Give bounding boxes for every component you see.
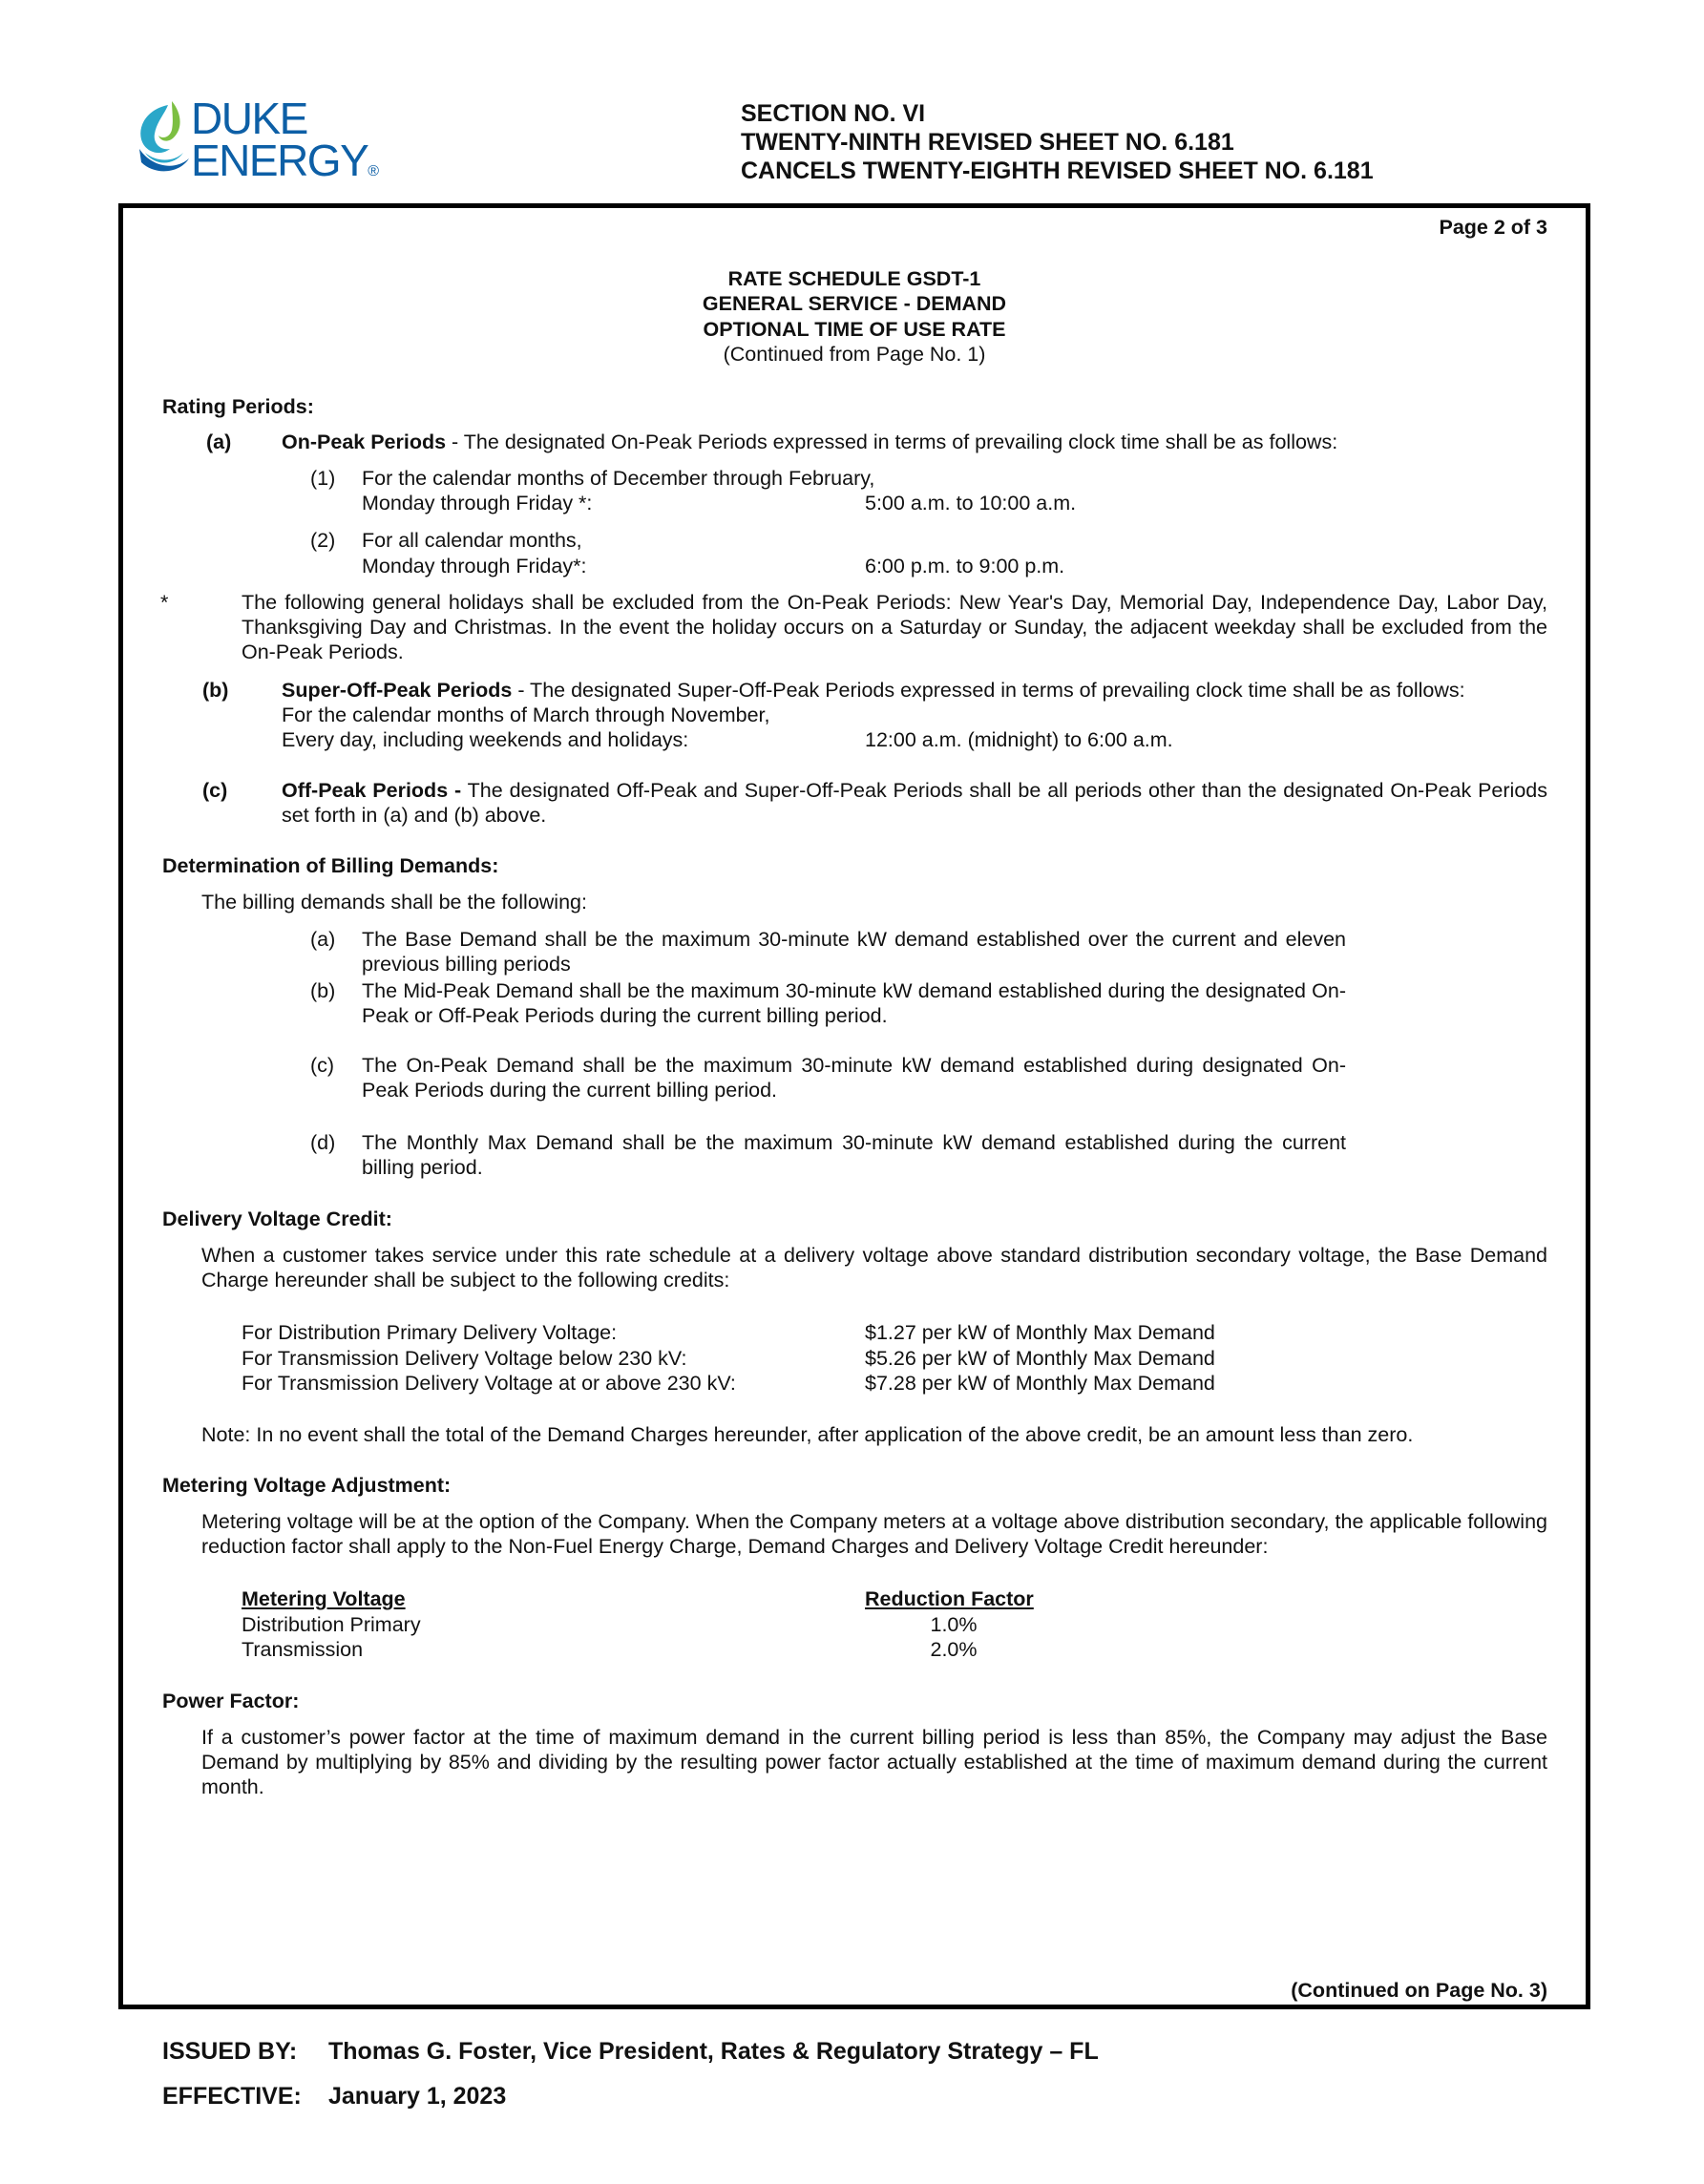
- on-peak-2-number: (2): [310, 529, 336, 552]
- billing-item-b-text: The Mid-Peak Demand shall be the maximum 30-minute kW demand established during the designated On-Peak or Off-Peak Periods during the current billing period.: [362, 979, 1346, 1027]
- off-peak-title: Off-Peak Periods -: [282, 779, 462, 802]
- section-number: SECTION NO. VI: [741, 100, 926, 127]
- power-factor-heading: Power Factor:: [162, 1690, 300, 1712]
- page-number: Page 2 of 3: [1439, 216, 1547, 239]
- rating-periods-heading: Rating Periods:: [162, 395, 314, 418]
- off-peak-description: [282, 778, 1547, 828]
- effective-value: January 1, 2023: [328, 2083, 507, 2110]
- delivery-row-3-label: For Transmission Delivery Voltage at or above 230 kV:: [242, 1372, 736, 1395]
- billing-item-d-label: (d): [310, 1131, 336, 1154]
- on-peak-2-line1: For all calendar months,: [362, 529, 582, 552]
- on-peak-1-line2: Monday through Friday *:: [362, 492, 593, 514]
- billing-demands-heading: Determination of Billing Demands:: [162, 854, 499, 877]
- holiday-asterisk: *: [160, 591, 169, 614]
- effective-label: EFFECTIVE:: [162, 2083, 302, 2110]
- on-peak-title: On-Peak Periods: [282, 430, 447, 453]
- duke-energy-logo: [132, 95, 418, 191]
- metering-voltage-column-header: Metering Voltage: [242, 1587, 406, 1610]
- effective-line: [162, 2083, 506, 2110]
- billing-item-d-text: The Monthly Max Demand shall be the maximum 30-minute kW demand established during the current billing period.: [362, 1131, 1346, 1179]
- title-line-2: GENERAL SERVICE - DEMAND: [702, 292, 1007, 315]
- billing-item-c-label: (c): [310, 1054, 335, 1077]
- super-off-peak-months: For the calendar months of March through November,: [282, 704, 770, 726]
- on-peak-description: [282, 430, 1337, 454]
- super-off-peak-title: Super-Off-Peak Periods: [282, 679, 513, 702]
- sheet-header: [741, 99, 1374, 185]
- title-line-3: OPTIONAL TIME OF USE RATE: [703, 318, 1006, 341]
- super-off-peak-text: - The designated Super-Off-Peak Periods expressed in terms of prevailing clock time shall be as follows:: [512, 679, 1465, 702]
- issued-by-label: ISSUED BY:: [162, 2038, 298, 2065]
- delivery-credit-note: Note: In no event shall the total of the Demand Charges hereunder, after application of the above credit, be an amount less than zero.: [201, 1423, 1414, 1446]
- super-off-peak-days: Every day, including weekends and holidays:: [282, 728, 689, 751]
- off-peak-text: The designated Off-Peak and Super-Off-Peak Periods shall be all periods other than the designated On-Peak Periods set forth in (a) and (b) above.: [282, 779, 1547, 827]
- on-peak-1-time: 5:00 a.m. to 10:00 a.m.: [865, 492, 1077, 514]
- billing-item-b-label: (b): [310, 979, 336, 1002]
- metering-row-2-value: 2.0%: [930, 1638, 978, 1661]
- delivery-row-3-value: $7.28 per kW of Monthly Max Demand: [865, 1372, 1215, 1395]
- delivery-row-1-value: $1.27 per kW of Monthly Max Demand: [865, 1321, 1215, 1344]
- on-peak-1-number: (1): [310, 467, 336, 490]
- delivery-row-2-value: $5.26 per kW of Monthly Max Demand: [865, 1347, 1215, 1370]
- power-factor-text: If a customer’s power factor at the time of maximum demand in the current billing period is less than 85%, the Company may adjust the Base Demand by multiplying by 85% and dividing by the resulting power factor actually established at the time of maximum demand during the current month.: [201, 1726, 1547, 1798]
- registered-mark: ®: [368, 163, 380, 179]
- title-line-1: RATE SCHEDULE GSDT-1: [727, 267, 981, 290]
- on-peak-2-time: 6:00 p.m. to 9:00 p.m.: [865, 555, 1065, 578]
- super-off-peak-label: (b): [202, 679, 229, 702]
- metering-row-1-label: Distribution Primary: [242, 1613, 421, 1636]
- continued-note: (Continued on Page No. 3): [1291, 1979, 1547, 2002]
- super-off-peak-description: [282, 678, 1465, 703]
- on-peak-2-line2: Monday through Friday*:: [362, 555, 587, 578]
- metering-adjustment-heading: Metering Voltage Adjustment:: [162, 1474, 452, 1497]
- metering-adjustment-intro: Metering voltage will be at the option of the Company. When the Company meters at a voltage above distribution secondary, the applicable following reduction factor shall apply to the Non-Fuel Energy Charge, Demand Charges and Delivery Voltage Credit hereunder:: [201, 1510, 1547, 1558]
- delivery-row-1-label: For Distribution Primary Delivery Voltage:: [242, 1321, 618, 1344]
- reduction-factor-column-header: Reduction Factor: [865, 1587, 1034, 1610]
- off-peak-label: (c): [202, 779, 228, 802]
- on-peak-text: - The designated On-Peak Periods expressed in terms of prevailing clock time shall be as follows:: [446, 430, 1338, 453]
- super-off-peak-time: 12:00 a.m. (midnight) to 6:00 a.m.: [865, 728, 1173, 751]
- metering-row-1-value: 1.0%: [930, 1613, 978, 1636]
- billing-item-a-label: (a): [310, 928, 336, 951]
- delivery-credit-heading: Delivery Voltage Credit:: [162, 1208, 392, 1230]
- revised-sheet-number: TWENTY-NINTH REVISED SHEET NO. 6.181: [741, 129, 1234, 156]
- issued-by-value: Thomas G. Foster, Vice President, Rates & Regulatory Strategy – FL: [328, 2038, 1099, 2065]
- delivery-credit-intro: When a customer takes service under this rate schedule at a delivery voltage above standard distribution secondary voltage, the Base Demand Charge hereunder shall be subject to the following credits:: [201, 1244, 1547, 1292]
- duke-energy-swirl-icon: [132, 95, 199, 191]
- billing-demands-intro: The billing demands shall be the following:: [201, 891, 587, 914]
- on-peak-label: (a): [206, 430, 232, 453]
- cancels-sheet-number: CANCELS TWENTY-EIGHTH REVISED SHEET NO. 6.181: [741, 158, 1374, 184]
- on-peak-1-line1: For the calendar months of December through February,: [362, 467, 875, 490]
- holiday-exclusion-text: The following general holidays shall be excluded from the On-Peak Periods: New Year's Day, Memorial Day, Independence Day, Labor Day, Thanksgiving Day and Christmas. In the event the holiday occurs on a Saturday or Sunday, the adjacent weekday shall be excluded from the On-Peak Periods.: [242, 591, 1547, 663]
- metering-row-2-label: Transmission: [242, 1638, 364, 1661]
- delivery-row-2-label: For Transmission Delivery Voltage below 230 kV:: [242, 1347, 687, 1370]
- billing-item-c-text: The On-Peak Demand shall be the maximum 30-minute kW demand established during designated On-Peak Periods during the current billing period.: [362, 1054, 1346, 1102]
- issued-by-line: [162, 2038, 1099, 2066]
- billing-item-a-text: The Base Demand shall be the maximum 30-minute kW demand established over the current and eleven previous billing periods: [362, 928, 1346, 976]
- duke-energy-wordmark: [191, 94, 380, 193]
- title-line-4: (Continued from Page No. 1): [723, 343, 986, 366]
- logo-line-energy: ENERGY: [191, 136, 368, 185]
- logo-line-duke: DUKE: [191, 94, 307, 143]
